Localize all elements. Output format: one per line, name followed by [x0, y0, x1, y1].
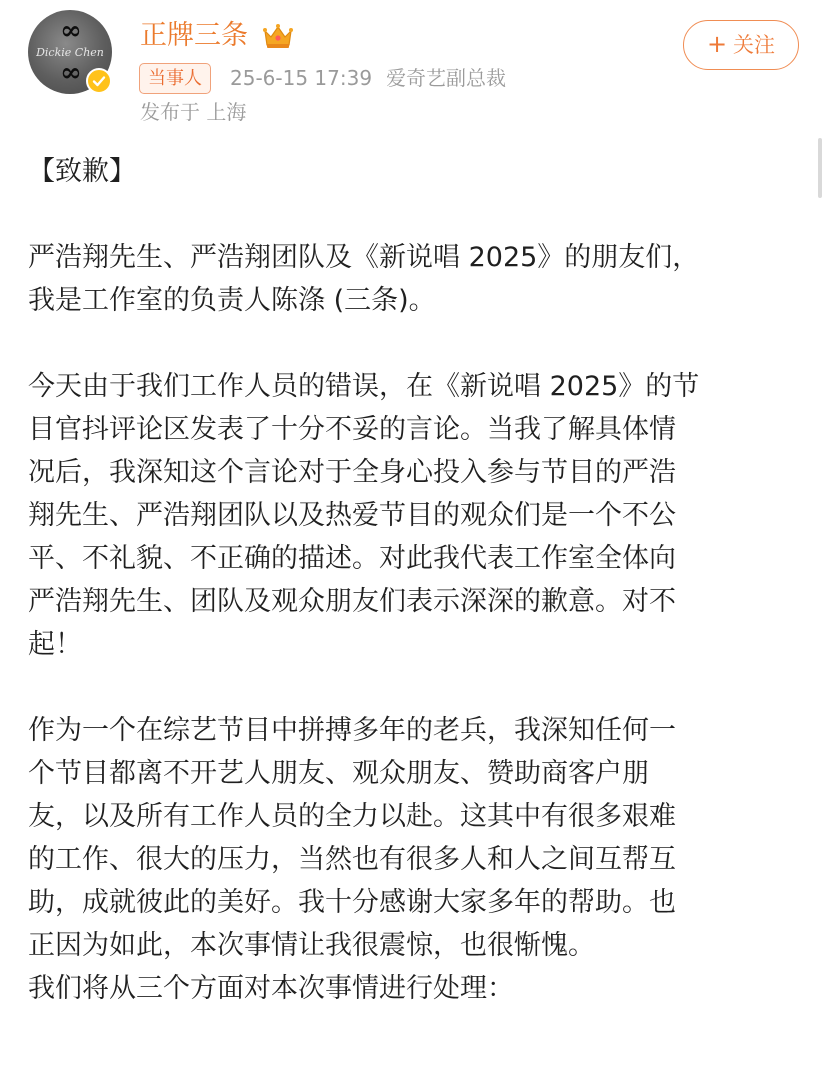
post-meta — [230, 64, 506, 92]
plus-icon: + — [706, 30, 728, 58]
post-line: 的工作、很大的压力，当然也有很多人和人之间互帮互 — [28, 844, 676, 875]
post-line: 我们将从三个方面对本次事情进行处理： — [28, 973, 514, 1004]
tag-badge: 当事人 — [139, 63, 211, 94]
post-line: 严浩翔先生、团队及观众朋友们表示深深的歉意。对不 — [28, 586, 676, 617]
post-line: 况后，我深知这个言论对于全身心投入参与节目的严浩 — [28, 457, 676, 488]
post-title: 【致歉】 — [28, 156, 136, 187]
verified-check-icon — [86, 68, 112, 94]
post-line: 友，以及所有工作人员的全力以赴。这其中有很多艰难 — [28, 801, 676, 832]
post-line: 正因为如此，本次事情让我很震惊，也很惭愧。 — [28, 930, 595, 961]
post-line: 翔先生、严浩翔团队以及热爱节目的观众们是一个不公 — [28, 500, 676, 531]
post-line: 个节目都离不开艺人朋友、观众朋友、赞助商客户朋 — [28, 758, 649, 789]
post-line: 目官抖评论区发表了十分不妥的言论。当我了解具体情 — [28, 414, 676, 445]
post-line: 起！ — [28, 629, 82, 660]
post-header — [0, 0, 828, 140]
post-timestamp: 25-6-15 17:39 — [230, 66, 373, 90]
avatar-text: Dickie Chen — [36, 46, 104, 59]
username[interactable]: 正牌三条 — [140, 20, 248, 51]
scrollbar[interactable] — [818, 138, 822, 198]
post-line: 严浩翔先生、严浩翔团队及《新说唱 2025》的朋友们， — [28, 242, 700, 273]
post-source: 爱奇艺副总裁 — [386, 66, 507, 90]
follow-label: 关注 — [733, 33, 776, 57]
post-body — [28, 150, 808, 1010]
avatar-glyph-top: ∞ — [60, 16, 80, 46]
crown-icon — [262, 22, 294, 50]
post-line: 平、不礼貌、不正确的描述。对此我代表工作室全体向 — [28, 543, 676, 574]
post-line: 我是工作室的负责人陈涤 (三条)。 — [28, 285, 436, 316]
follow-button[interactable] — [683, 20, 799, 70]
post-line: 助，成就彼此的美好。我十分感谢大家多年的帮助。也 — [28, 887, 676, 918]
post-line: 今天由于我们工作人员的错误，在《新说唱 2025》的节 — [28, 371, 700, 402]
post-line: 作为一个在综艺节目中拼搏多年的老兵，我深知任何一 — [28, 715, 676, 746]
avatar-glyph-bottom: ∞ — [60, 58, 80, 88]
post-location: 发布于 上海 — [140, 100, 247, 124]
